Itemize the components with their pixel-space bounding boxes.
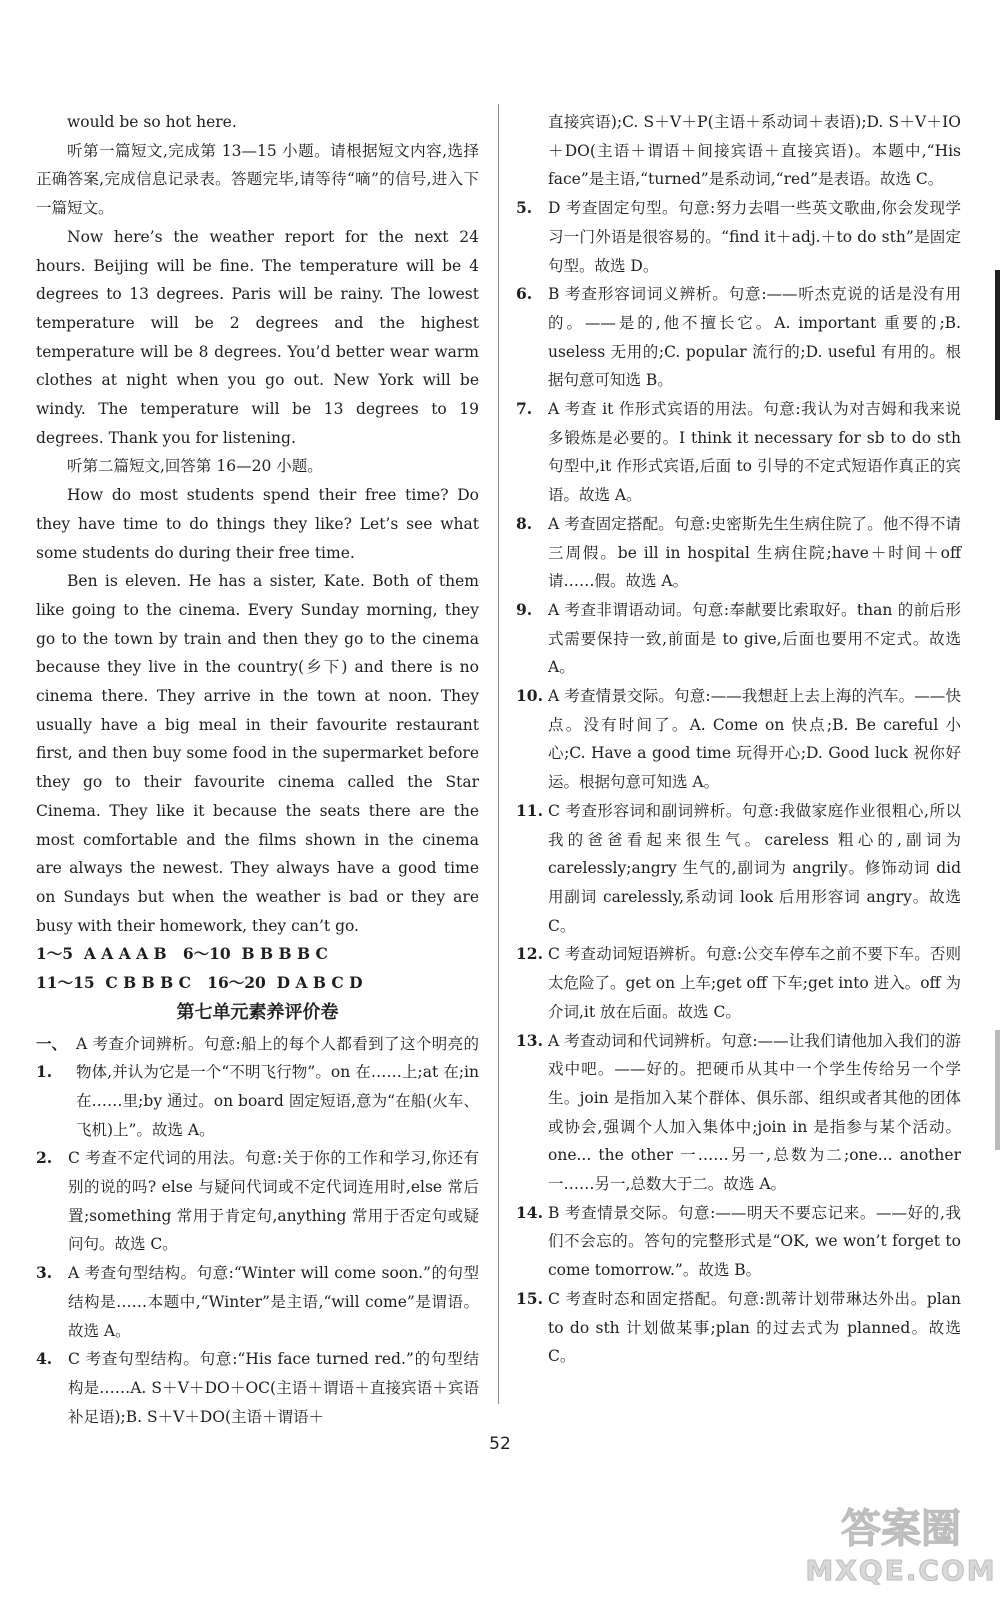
- answer-item: [36, 1144, 479, 1259]
- item-number: 10.: [516, 686, 543, 706]
- listening-instruction-1: 听第一篇短文,完成第 13—15 小题。请根据短文内容,选择正确答案,完成信息记录表。答题完毕,请等待“嘀”的信号,进入下一篇短文。: [36, 141, 479, 218]
- answer-item: [36, 1259, 479, 1345]
- item-number: 2.: [36, 1148, 53, 1168]
- watermark-logo-graphic: [805, 1500, 997, 1590]
- item-number: 3.: [36, 1263, 53, 1283]
- watermark-logo: [805, 1500, 997, 1590]
- answer-item: [516, 682, 961, 797]
- answer-item: [516, 194, 961, 280]
- item-number: 6.: [516, 284, 533, 304]
- left-column: [36, 108, 479, 1431]
- answer-item: [516, 1199, 961, 1285]
- answer-item: [516, 797, 961, 941]
- weather-report-transcript: Now here’s the weather report for the next 24 hours. Beijing will be fine. The temperature will be 4 degrees to 13 degrees. Paris will be rainy. The lowest temperature will be 2 degrees and the highest temperature will be 8 degrees. You’d better wear warm clothes at night when you go out. New York will be windy. The temperature will be 13 degrees to 19 degrees. Thank you for listening.: [36, 227, 479, 447]
- item-number: 8.: [516, 513, 533, 533]
- item-explanation: C 考查时态和固定搭配。句意:凯蒂计划带琳达外出。plan to do sth 计划做某事;plan 的过去式为 planned。故选 C。: [548, 1289, 961, 1366]
- item-explanation: A 考查 it 作形式宾语的用法。句意:我认为对吉姆和我来说多锻炼是必要的。I think it necessary for sb to do sth 句型中,it 作形式宾语,后面 to 引导的不定式短语作真正的宾语。故选 A。: [548, 400, 961, 505]
- item-number: 11.: [516, 800, 543, 820]
- item-number: 一、1.: [36, 1033, 68, 1082]
- item-explanation: D 考查固定句型。句意:努力去唱一些英文歌曲,你会发现学习一门外语是很容易的。“find it＋adj.＋to do sth”是固定句型。故选 D。: [548, 199, 961, 275]
- item-number: 12.: [516, 944, 543, 964]
- right-column: [516, 108, 961, 1371]
- item-number: 5.: [516, 198, 533, 218]
- item-4-continuation: 直接宾语);C. S＋V＋P(主语＋系动词＋表语);D. S＋V＋IO＋DO(主语＋谓语＋间接宾语＋直接宾语)。本题中,“His face”是主语,“turned”是系动词,“red”是表语。故选 C。: [548, 113, 961, 189]
- item-explanation: A 考查非谓语动词。句意:奉献要比索取好。than 的前后形式需要保持一致,前面是 to give,后面也要用不定式。故选 A。: [548, 600, 961, 677]
- answer-key-1-10: 1～5 A A A A B 6～10 B B B B C: [36, 944, 328, 964]
- answer-item: [516, 510, 961, 596]
- answer-item: [516, 596, 961, 682]
- item-number: 9.: [516, 599, 533, 619]
- item-number: 7.: [516, 399, 533, 419]
- answer-item: [36, 1345, 479, 1431]
- listening-instruction-2: 听第二篇短文,回答第 16—20 小题。: [67, 457, 323, 476]
- column-divider: [498, 104, 499, 1404]
- answer-item: [516, 395, 961, 510]
- free-time-intro: How do most students spend their free time? Do they have time to do things they like? Let’s see what some students do during their free time.: [36, 486, 479, 562]
- item-explanation: A 考查介词辨析。句意:船上的每个人都看到了这个明亮的物体,并认为它是一个“不明飞行物”。on 在……上;at 在;in 在……里;by 通过。on board 固定短语,意为“在船(火车、飞机)上”。故选 A。: [76, 1034, 479, 1139]
- item-explanation: A 考查句型结构。句意:“Winter will come soon.”的句型结构是……本题中,“Winter”是主语,“will come”是谓语。故选 A。: [68, 1264, 479, 1340]
- item-explanation: A 考查固定搭配。句意:史密斯先生生病住院了。他不得不请三周假。be ill in hospital 生病住院;have＋时间＋off 请……假。故选 A。: [548, 514, 961, 591]
- item-explanation: B 考查情景交际。句意:——明天不要忘记来。——好的,我们不会忘的。答句的完整形式是“OK, we won’t forget to come tomorrow.”。故选 B。: [548, 1203, 961, 1280]
- transcript-line: would be so hot here.: [67, 113, 237, 131]
- item-explanation: C 考查句型结构。句意:“His face turned red.”的句型结构是……A. S＋V＋DO＋OC(主语＋谓语＋直接宾语＋宾语补足语);B. S＋V＋DO(主语＋谓语＋: [68, 1350, 479, 1426]
- answer-item: [516, 1027, 961, 1199]
- answer-key-11-20: 11～15 C B B B C 16～20 D A B C D: [36, 973, 363, 993]
- item-explanation: C 考查不定代词的用法。句意:关于你的工作和学习,你还有别的说的吗? else 与疑问代词或不定代词连用时,else 常后置;something 常用于肯定句,anything 常用于否定句或疑问句。故选 C。: [68, 1149, 479, 1254]
- answer-item: [516, 940, 961, 1026]
- item-explanation: A 考查动词和代词辨析。句意:——让我们请他加入我们的游戏中吧。——好的。把硬币从其中一个学生传给另一个学生。join 是指加入某个群体、俱乐部、组织或者其他的团体或协会,强调个人加入集体中;join in 是指参与某个活动。one... the other 一……另一,总数为二;one... another 一……另一,总数大于二。故选 A。: [548, 1031, 961, 1194]
- page-edge-mark: [995, 1030, 1000, 1150]
- unit-title: 第七单元素养评价卷: [176, 1001, 339, 1023]
- item-explanation: C 考查动词短语辨析。句意:公交车停车之前不要下车。否则太危险了。get on 上车;get off 下车;get into 进入。off 为介词,it 放在后面。故选 C。: [548, 945, 961, 1021]
- item-number: 15.: [516, 1288, 543, 1308]
- item-explanation: C 考查形容词和副词辨析。句意:我做家庭作业很粗心,所以我的爸爸看起来很生气。careless 粗心的,副词为 carelessly;angry 生气的,副词为 angrily。修饰动词 did 用副词 carelessly,系动词 look 后用形容词 angry。故选 C。: [548, 801, 961, 935]
- item-number: 13.: [516, 1030, 543, 1050]
- item-explanation: A 考查情景交际。句意:——我想赶上去上海的汽车。——快点。没有时间了。A. Come on 快点;B. Be careful 小心;C. Have a good time 玩得开心;D. Good luck 祝你好运。根据句意可知选 A。: [548, 687, 961, 792]
- answer-item: [36, 1030, 479, 1145]
- item-explanation: B 考查形容词词义辨析。句意:——听杰克说的话是没有用的。——是的,他不擅长它。A. important 重要的;B. useless 无用的;C. popular 流行的;D. useful 有用的。根据句意可知选 B。: [548, 285, 961, 390]
- page-edge-mark: [995, 270, 1000, 420]
- watermark-url: MXQE.COM: [805, 1554, 997, 1587]
- page-number: 52: [489, 1434, 511, 1454]
- answer-item: [516, 280, 961, 395]
- answer-item: [516, 1285, 961, 1371]
- watermark-text: 答案圈: [841, 1506, 961, 1552]
- ben-kate-passage: Ben is eleven. He has a sister, Kate. Both of them like going to the cinema. Every Sunday morning, they go to the town by train and then they go to the cinema because they live in the country(乡下) and there is no cinema there. They arrive in the town at noon. They usually have a big meal in their favourite restaurant first, and then buy some food in the supermarket before they go to their favourite cinema called the Star Cinema. They like it because the seats there are the most comfortable and the films shown in the cinema are always the newest. They always have a good time on Sundays but when the weather is bad or they are busy with their homework, they can’t go.: [36, 572, 479, 935]
- item-number: 14.: [516, 1202, 543, 1222]
- item-number: 4.: [36, 1349, 53, 1369]
